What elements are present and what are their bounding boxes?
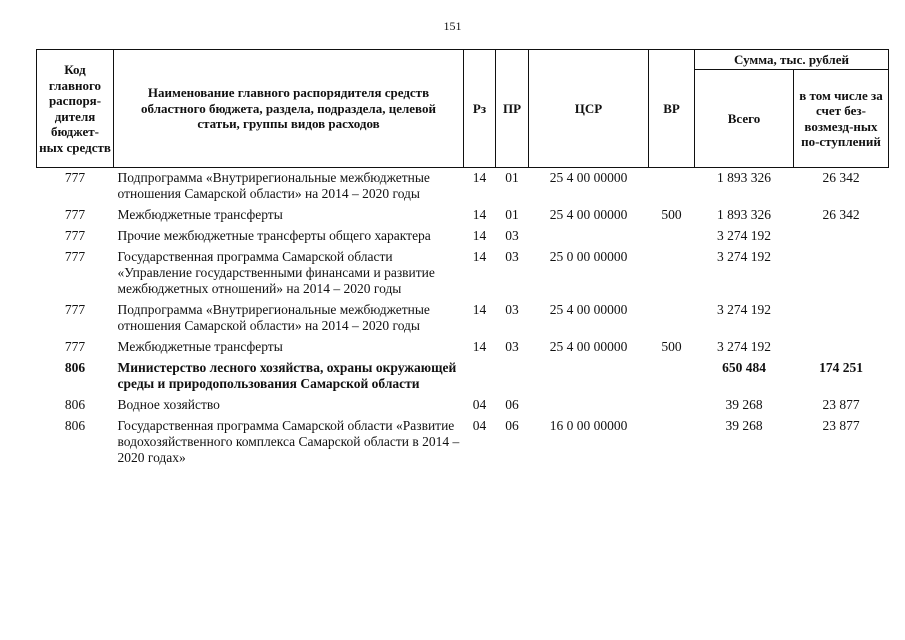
cell-csr: 25 4 00 00000 [549, 339, 628, 354]
table-row [37, 247, 889, 300]
cell-name: Подпрограмма «Внутрирегиональные межбюджетные отношения Самарской области» на 2014 – 2020 годы [117, 302, 430, 333]
table-row [37, 337, 889, 358]
cell-total: 3 274 192 [717, 339, 771, 354]
cell-csr: 16 0 00 00000 [549, 418, 628, 433]
cell-name: Государственная программа Самарской области «Управление государственными финансами и развитие межбюджетных отношений» на 2014 – 2020 годы [117, 249, 435, 296]
cell-total: 3 274 192 [717, 228, 771, 243]
header-rz: Рз [464, 50, 496, 168]
table-row [37, 226, 889, 247]
cell-csr: 25 4 00 00000 [549, 170, 628, 185]
cell-free [794, 247, 889, 300]
table-row [37, 395, 889, 416]
cell-name: Межбюджетные трансферты [117, 207, 283, 222]
cell-csr [529, 395, 649, 416]
cell-rz: 14 [472, 207, 487, 222]
header-free: в том числе за счет без-возмезд-ных по-ступлений [794, 70, 889, 168]
cell-vr: 500 [661, 339, 682, 354]
cell-vr: 500 [661, 207, 682, 222]
cell-total: 650 484 [722, 360, 766, 375]
cell-name: Прочие межбюджетные трансферты общего характера [117, 228, 431, 243]
cell-name: Государственная программа Самарской области «Развитие водохозяйственного комплекса Самарской области в 2014 – 2020 годах» [117, 418, 460, 465]
cell-rz: 14 [472, 228, 487, 243]
header-sum: Сумма, тыс. рублей [695, 50, 889, 70]
cell-vr [649, 226, 695, 247]
cell-pr: 01 [505, 207, 519, 222]
cell-pr: 03 [505, 339, 519, 354]
table-row [37, 300, 889, 337]
cell-vr [649, 395, 695, 416]
cell-name: Министерство лесного хозяйства, охраны окружающей среды и природопользования Самарской области [117, 360, 457, 391]
cell-code: 777 [64, 170, 86, 185]
table-body [37, 168, 889, 470]
cell-pr: 01 [505, 170, 519, 185]
cell-csr [529, 226, 649, 247]
cell-name: Межбюджетные трансферты [117, 339, 283, 354]
cell-total: 3 274 192 [717, 302, 771, 317]
cell-code: 806 [64, 360, 86, 375]
cell-code: 777 [64, 207, 86, 222]
cell-total: 39 268 [725, 397, 763, 412]
cell-pr: 06 [505, 418, 519, 433]
cell-rz: 14 [472, 170, 487, 185]
header-vr: ВР [649, 50, 695, 168]
cell-vr [649, 247, 695, 300]
cell-free [794, 337, 889, 358]
cell-code: 806 [64, 418, 86, 433]
table-row [37, 205, 889, 226]
cell-free: 26 342 [822, 207, 860, 222]
header-total: Всего [695, 70, 794, 168]
cell-name: Подпрограмма «Внутрирегиональные межбюджетные отношения Самарской области» на 2014 – 2020 годы [117, 170, 430, 201]
budget-table [36, 49, 889, 469]
cell-total: 39 268 [725, 418, 763, 433]
cell-csr: 25 0 00 00000 [549, 249, 628, 264]
cell-code: 777 [64, 339, 86, 354]
cell-vr [649, 416, 695, 469]
cell-code: 806 [64, 397, 86, 412]
cell-free: 174 251 [819, 360, 863, 375]
cell-pr: 03 [505, 249, 519, 264]
cell-vr [649, 168, 695, 206]
cell-vr [649, 358, 695, 395]
page-number: 151 [443, 19, 462, 33]
header-pr: ПР [496, 50, 529, 168]
cell-free [794, 300, 889, 337]
header-csr: ЦСР [529, 50, 649, 168]
cell-code: 777 [64, 249, 86, 264]
cell-csr: 25 4 00 00000 [549, 302, 628, 317]
header-code: Код главного распоря-дителя бюджет-ных средств [37, 50, 114, 168]
cell-total: 1 893 326 [717, 207, 771, 222]
cell-csr [529, 358, 649, 395]
cell-pr: 03 [505, 228, 519, 243]
cell-rz: 04 [472, 418, 487, 433]
cell-free: 23 877 [822, 397, 860, 412]
cell-code: 777 [64, 302, 86, 317]
table-row [37, 416, 889, 469]
cell-name: Водное хозяйство [117, 397, 220, 412]
cell-free [794, 226, 889, 247]
cell-rz: 04 [472, 397, 487, 412]
cell-rz: 14 [472, 339, 487, 354]
table-row [37, 168, 889, 206]
cell-rz: 14 [472, 249, 487, 264]
header-name: Наименование главного распорядителя средств областного бюджета, раздела, подраздела, целевой статьи, группы видов расходов [114, 50, 464, 168]
cell-pr: 03 [505, 302, 519, 317]
table-row [37, 358, 889, 395]
cell-total: 3 274 192 [717, 249, 771, 264]
cell-code: 777 [64, 228, 86, 243]
cell-free: 23 877 [822, 418, 860, 433]
cell-vr [649, 300, 695, 337]
cell-rz [464, 358, 496, 395]
cell-pr: 06 [505, 397, 519, 412]
cell-free: 26 342 [822, 170, 860, 185]
cell-rz: 14 [472, 302, 487, 317]
cell-total: 1 893 326 [717, 170, 771, 185]
cell-csr: 25 4 00 00000 [549, 207, 628, 222]
cell-pr [496, 358, 529, 395]
